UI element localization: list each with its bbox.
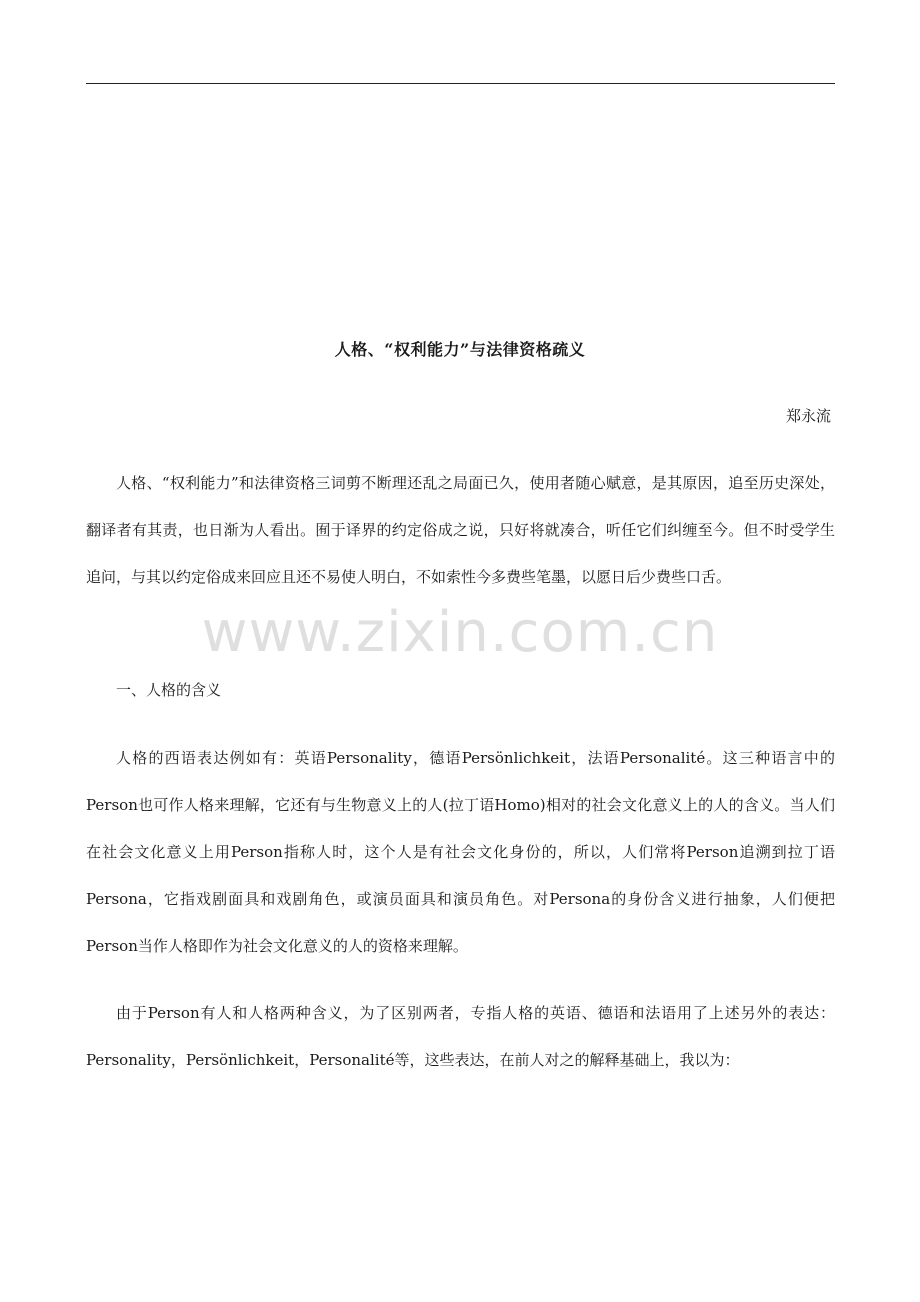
body-paragraph: 由于Person有人和人格两种含义，为了区别两者，专指人格的英语、德语和法语用了上述另外的表达：Personality，Persönlichkeit，Personalité等，这些表达，在前人对之的解释基础上，我以为： [86,1004,835,1069]
watermark: www.zixin.com.cn [201,600,719,665]
body-paragraph: 人格的西语表达例如有：英语Personality，德语Persönlichkeit，法语Personalité。这三种语言中的Person也可作人格来理解，它还有与生物意义上的人(拉丁语Homo)相对的社会文化意义上的人的含义。当人们在社会文化意义上用Person指称人时，这个人是有社会文化身份的，所以，人们常将Person追溯到拉丁语Persona，它指戏剧面具和戏剧角色，或演员面具和演员角色。对Persona的身份含义进行抽象，人们便把Person当作人格即作为社会文化意义的人的资格来理解。 [86,749,835,955]
header-rule [86,83,835,84]
document-title: 人格、“权利能力”与法律资格疏义 [334,340,586,359]
section-heading: 一、人格的含义 [116,681,222,699]
intro-paragraph: 人格、“权利能力”和法律资格三词剪不断理还乱之局面已久，使用者随心赋意，是其原因，追至历史深处，翻译者有其责，也日渐为人看出。囿于译界的约定俗成之说，只好将就凑合，听任它们纠缠至今。但不时受学生追问，与其以约定俗成来回应且还不易使人明白，不如索性今多费些笔墨，以愿日后少费些口舌。 [86,474,835,586]
author-name: 郑永流 [785,407,831,425]
